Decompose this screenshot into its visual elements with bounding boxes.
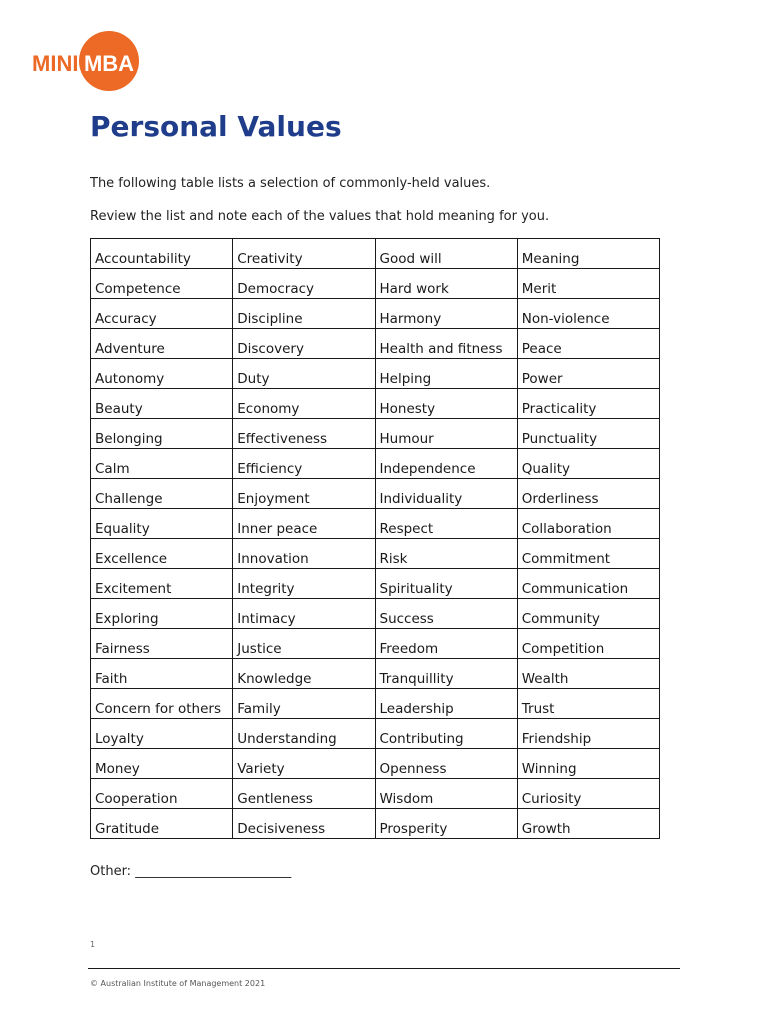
value-cell: Commitment	[517, 539, 659, 569]
table-row	[91, 629, 660, 659]
value-cell: Enjoyment	[233, 479, 375, 509]
page-title: Personal Values	[90, 110, 342, 143]
value-cell: Growth	[517, 809, 659, 839]
value-cell: Beauty	[91, 389, 233, 419]
value-cell: Trust	[517, 689, 659, 719]
value-cell: Honesty	[375, 389, 517, 419]
value-cell: Hard work	[375, 269, 517, 299]
value-cell: Communication	[517, 569, 659, 599]
table-row	[91, 719, 660, 749]
value-cell: Wealth	[517, 659, 659, 689]
value-cell: Contributing	[375, 719, 517, 749]
logo-mba-text: MBA	[83, 51, 135, 76]
value-cell: Practicality	[517, 389, 659, 419]
value-cell: Belonging	[91, 419, 233, 449]
value-cell: Accuracy	[91, 299, 233, 329]
value-cell: Orderliness	[517, 479, 659, 509]
table-row	[91, 419, 660, 449]
value-cell: Humour	[375, 419, 517, 449]
table-row	[91, 269, 660, 299]
value-cell: Individuality	[375, 479, 517, 509]
value-cell: Loyalty	[91, 719, 233, 749]
footer-divider	[88, 968, 680, 969]
value-cell: Justice	[233, 629, 375, 659]
value-cell: Calm	[91, 449, 233, 479]
value-cell: Accountability	[91, 239, 233, 269]
table-row	[91, 509, 660, 539]
values-table-body	[91, 239, 660, 839]
value-cell: Faith	[91, 659, 233, 689]
value-cell: Knowledge	[233, 659, 375, 689]
value-cell: Family	[233, 689, 375, 719]
value-cell: Peace	[517, 329, 659, 359]
value-cell: Respect	[375, 509, 517, 539]
value-cell: Spirituality	[375, 569, 517, 599]
mini-mba-logo	[32, 31, 142, 95]
value-cell: Excellence	[91, 539, 233, 569]
table-row	[91, 539, 660, 569]
value-cell: Quality	[517, 449, 659, 479]
value-cell: Variety	[233, 749, 375, 779]
value-cell: Openness	[375, 749, 517, 779]
value-cell: Competition	[517, 629, 659, 659]
value-cell: Innovation	[233, 539, 375, 569]
table-row	[91, 329, 660, 359]
value-cell: Competence	[91, 269, 233, 299]
value-cell: Punctuality	[517, 419, 659, 449]
table-row	[91, 659, 660, 689]
value-cell: Harmony	[375, 299, 517, 329]
value-cell: Discovery	[233, 329, 375, 359]
value-cell: Duty	[233, 359, 375, 389]
value-cell: Efficiency	[233, 449, 375, 479]
value-cell: Tranquillity	[375, 659, 517, 689]
table-row	[91, 809, 660, 839]
value-cell: Decisiveness	[233, 809, 375, 839]
values-table	[90, 238, 660, 839]
logo-mini-text: MINI	[32, 51, 79, 76]
value-cell: Merit	[517, 269, 659, 299]
page-number: 1	[90, 940, 96, 949]
value-cell: Gentleness	[233, 779, 375, 809]
table-row	[91, 239, 660, 269]
table-row	[91, 569, 660, 599]
value-cell: Exploring	[91, 599, 233, 629]
value-cell: Non-violence	[517, 299, 659, 329]
value-cell: Understanding	[233, 719, 375, 749]
other-line: Other: ________________________	[90, 864, 292, 879]
value-cell: Gratitude	[91, 809, 233, 839]
value-cell: Health and fitness	[375, 329, 517, 359]
value-cell: Friendship	[517, 719, 659, 749]
value-cell: Intimacy	[233, 599, 375, 629]
value-cell: Good will	[375, 239, 517, 269]
table-row	[91, 299, 660, 329]
table-row	[91, 479, 660, 509]
value-cell: Freedom	[375, 629, 517, 659]
value-cell: Collaboration	[517, 509, 659, 539]
value-cell: Meaning	[517, 239, 659, 269]
table-row	[91, 689, 660, 719]
value-cell: Success	[375, 599, 517, 629]
value-cell: Independence	[375, 449, 517, 479]
value-cell: Wisdom	[375, 779, 517, 809]
value-cell: Community	[517, 599, 659, 629]
value-cell: Leadership	[375, 689, 517, 719]
value-cell: Curiosity	[517, 779, 659, 809]
value-cell: Creativity	[233, 239, 375, 269]
value-cell: Winning	[517, 749, 659, 779]
table-row	[91, 449, 660, 479]
value-cell: Helping	[375, 359, 517, 389]
value-cell: Democracy	[233, 269, 375, 299]
value-cell: Risk	[375, 539, 517, 569]
value-cell: Fairness	[91, 629, 233, 659]
value-cell: Autonomy	[91, 359, 233, 389]
value-cell: Economy	[233, 389, 375, 419]
value-cell: Power	[517, 359, 659, 389]
value-cell: Prosperity	[375, 809, 517, 839]
value-cell: Discipline	[233, 299, 375, 329]
value-cell: Concern for others	[91, 689, 233, 719]
table-row	[91, 599, 660, 629]
table-row	[91, 779, 660, 809]
intro-text-2: Review the list and note each of the values that hold meaning for you.	[90, 209, 550, 224]
table-row	[91, 749, 660, 779]
value-cell: Challenge	[91, 479, 233, 509]
table-row	[91, 389, 660, 419]
value-cell: Cooperation	[91, 779, 233, 809]
value-cell: Integrity	[233, 569, 375, 599]
footer-copyright: © Australian Institute of Management 2021	[90, 979, 266, 988]
intro-text-1: The following table lists a selection of commonly-held values.	[90, 176, 491, 191]
table-row	[91, 359, 660, 389]
value-cell: Equality	[91, 509, 233, 539]
value-cell: Effectiveness	[233, 419, 375, 449]
value-cell: Excitement	[91, 569, 233, 599]
value-cell: Adventure	[91, 329, 233, 359]
value-cell: Money	[91, 749, 233, 779]
value-cell: Inner peace	[233, 509, 375, 539]
